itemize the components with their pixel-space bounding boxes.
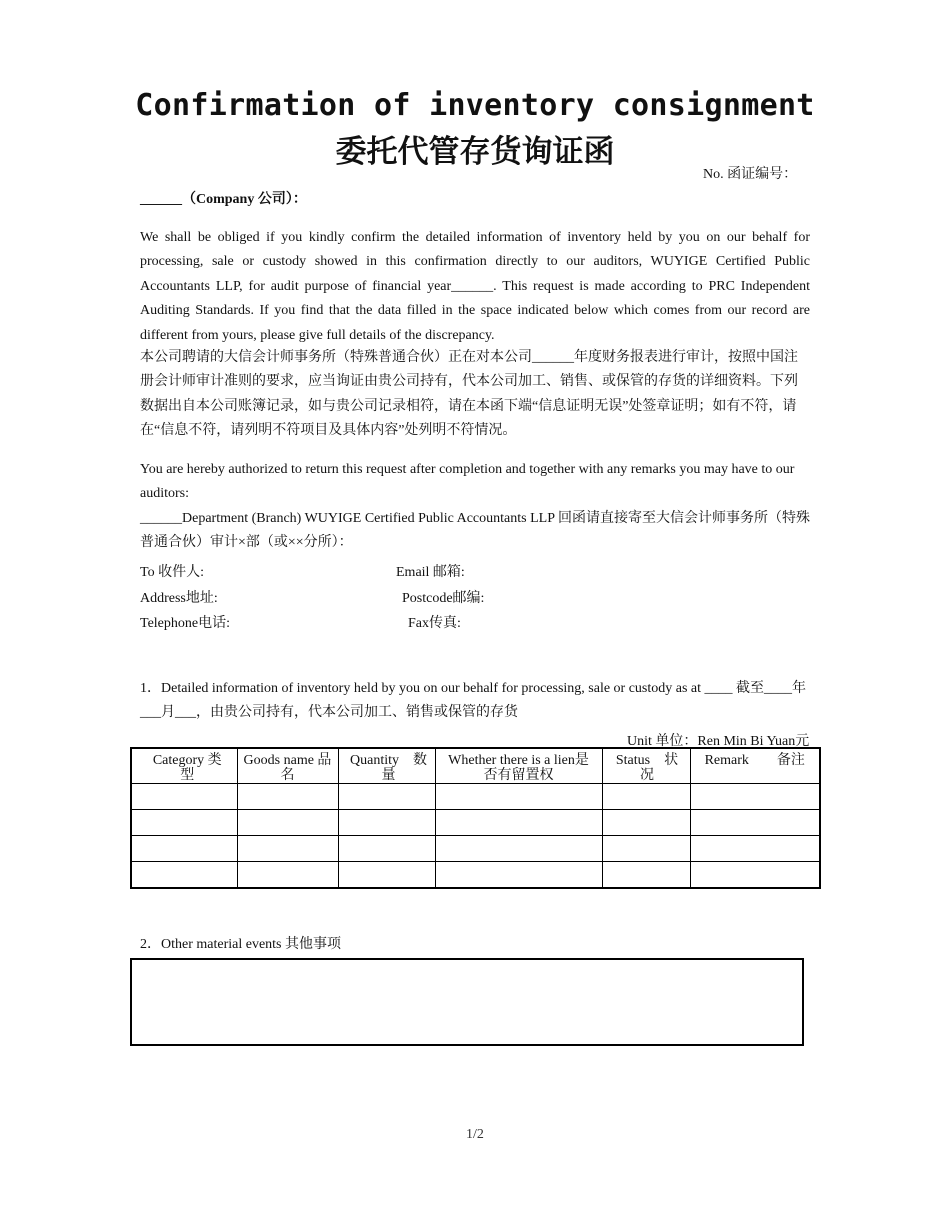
table-row — [131, 862, 820, 888]
header-goods-name: Goods name 品名 — [237, 748, 338, 784]
table-cell[interactable] — [237, 784, 338, 810]
table-cell[interactable] — [338, 784, 435, 810]
table-cell[interactable] — [690, 810, 820, 836]
header-lien: Whether there is a lien是否有留置权 — [435, 748, 602, 784]
unit-label: Unit 单位：Ren Min Bi Yuan元 — [627, 734, 810, 749]
department-paragraph: ______Department (Branch) WUYIGE Certified Public Accountants LLP 回函请直接寄至大信会计师事务所（特殊普通合伙）审计×部（或××分所）： — [140, 511, 810, 551]
table-cell[interactable] — [602, 836, 690, 862]
header-remark: Remark 备注 — [690, 748, 820, 784]
section-1-title: 1．Detailed information of inventory held by you on our behalf for processing, sale or custody as at ____ 截至____年___月___，由贵公司持有，代本公司加工、销售或保管的存货 — [140, 681, 807, 721]
table-cell[interactable] — [435, 810, 602, 836]
company-addressee: ______（Company 公司）： — [140, 192, 307, 207]
table-cell[interactable] — [131, 784, 237, 810]
intro-paragraph-chinese: 本公司聘请的大信会计师事务所（特殊普通合伙）正在对本公司______年度财务报表进行审计，按照中国注册会计师审计准则的要求，应当询证由贵公司持有，代本公司加工、销售、或保管的存货的详细资料。下列数据出自本公司账簿记录，如与贵公司记录相符，请在本函下端“信息证明无误”处签章证明；如有不符，请在“信息不符，请列明不符项目及具体内容”处列明不符情况。 — [140, 350, 798, 439]
table-row — [131, 784, 820, 810]
table-header-row — [131, 748, 820, 784]
page-number: 1/2 — [466, 1127, 484, 1142]
header-quantity: Quantity 数量 — [338, 748, 435, 784]
table-cell[interactable] — [338, 810, 435, 836]
authorization-paragraph: You are hereby authorized to return this request after completion and together with any remarks you may have to our auditors: — [140, 462, 795, 502]
table-row — [131, 836, 820, 862]
header-category: Category 类型 — [131, 748, 237, 784]
table-cell[interactable] — [338, 836, 435, 862]
table-cell[interactable] — [602, 810, 690, 836]
table-row — [131, 810, 820, 836]
intro-paragraph-english: We shall be obliged if you kindly confirm the detailed information of inventory held by you on our behalf for processing, sale or custody showed in this confirmation directly to our auditors, WUYIGE Certified Public Accountants LLP, for audit purpose of financial year______. This request is made according to PRC Independent Auditing Standards. If you find that the data filled in the space indicated below which comes from our record are different from yours, please give full details of the discrepancy. — [140, 230, 810, 343]
to-recipient-label: To 收件人: — [140, 565, 204, 580]
table-cell[interactable] — [602, 784, 690, 810]
telephone-label: Telephone电话: — [140, 616, 230, 631]
table-cell[interactable] — [435, 836, 602, 862]
table-cell[interactable] — [131, 836, 237, 862]
title-english: Confirmation of inventory consignment — [135, 88, 815, 123]
document-number-label: No. 函证编号： — [703, 167, 798, 182]
inventory-table — [130, 747, 821, 889]
table-cell[interactable] — [237, 862, 338, 888]
table-cell[interactable] — [602, 862, 690, 888]
table-cell[interactable] — [435, 784, 602, 810]
table-cell[interactable] — [690, 836, 820, 862]
other-events-box[interactable] — [130, 958, 804, 1046]
table-cell[interactable] — [435, 862, 602, 888]
table-cell[interactable] — [131, 862, 237, 888]
table-cell[interactable] — [131, 810, 237, 836]
header-status: Status 状况 — [602, 748, 690, 784]
table-cell[interactable] — [690, 784, 820, 810]
section-2-title: 2．Other material events 其他事项 — [140, 937, 342, 952]
table-cell[interactable] — [237, 836, 338, 862]
title-chinese: 委托代管存货询证函 — [335, 134, 615, 170]
table-cell[interactable] — [338, 862, 435, 888]
table-cell[interactable] — [237, 810, 338, 836]
fax-label: Fax传真: — [408, 616, 461, 631]
postcode-label: Postcode邮编: — [402, 591, 485, 606]
address-label: Address地址: — [140, 591, 218, 606]
table-cell[interactable] — [690, 862, 820, 888]
email-label: Email 邮箱: — [396, 565, 465, 580]
